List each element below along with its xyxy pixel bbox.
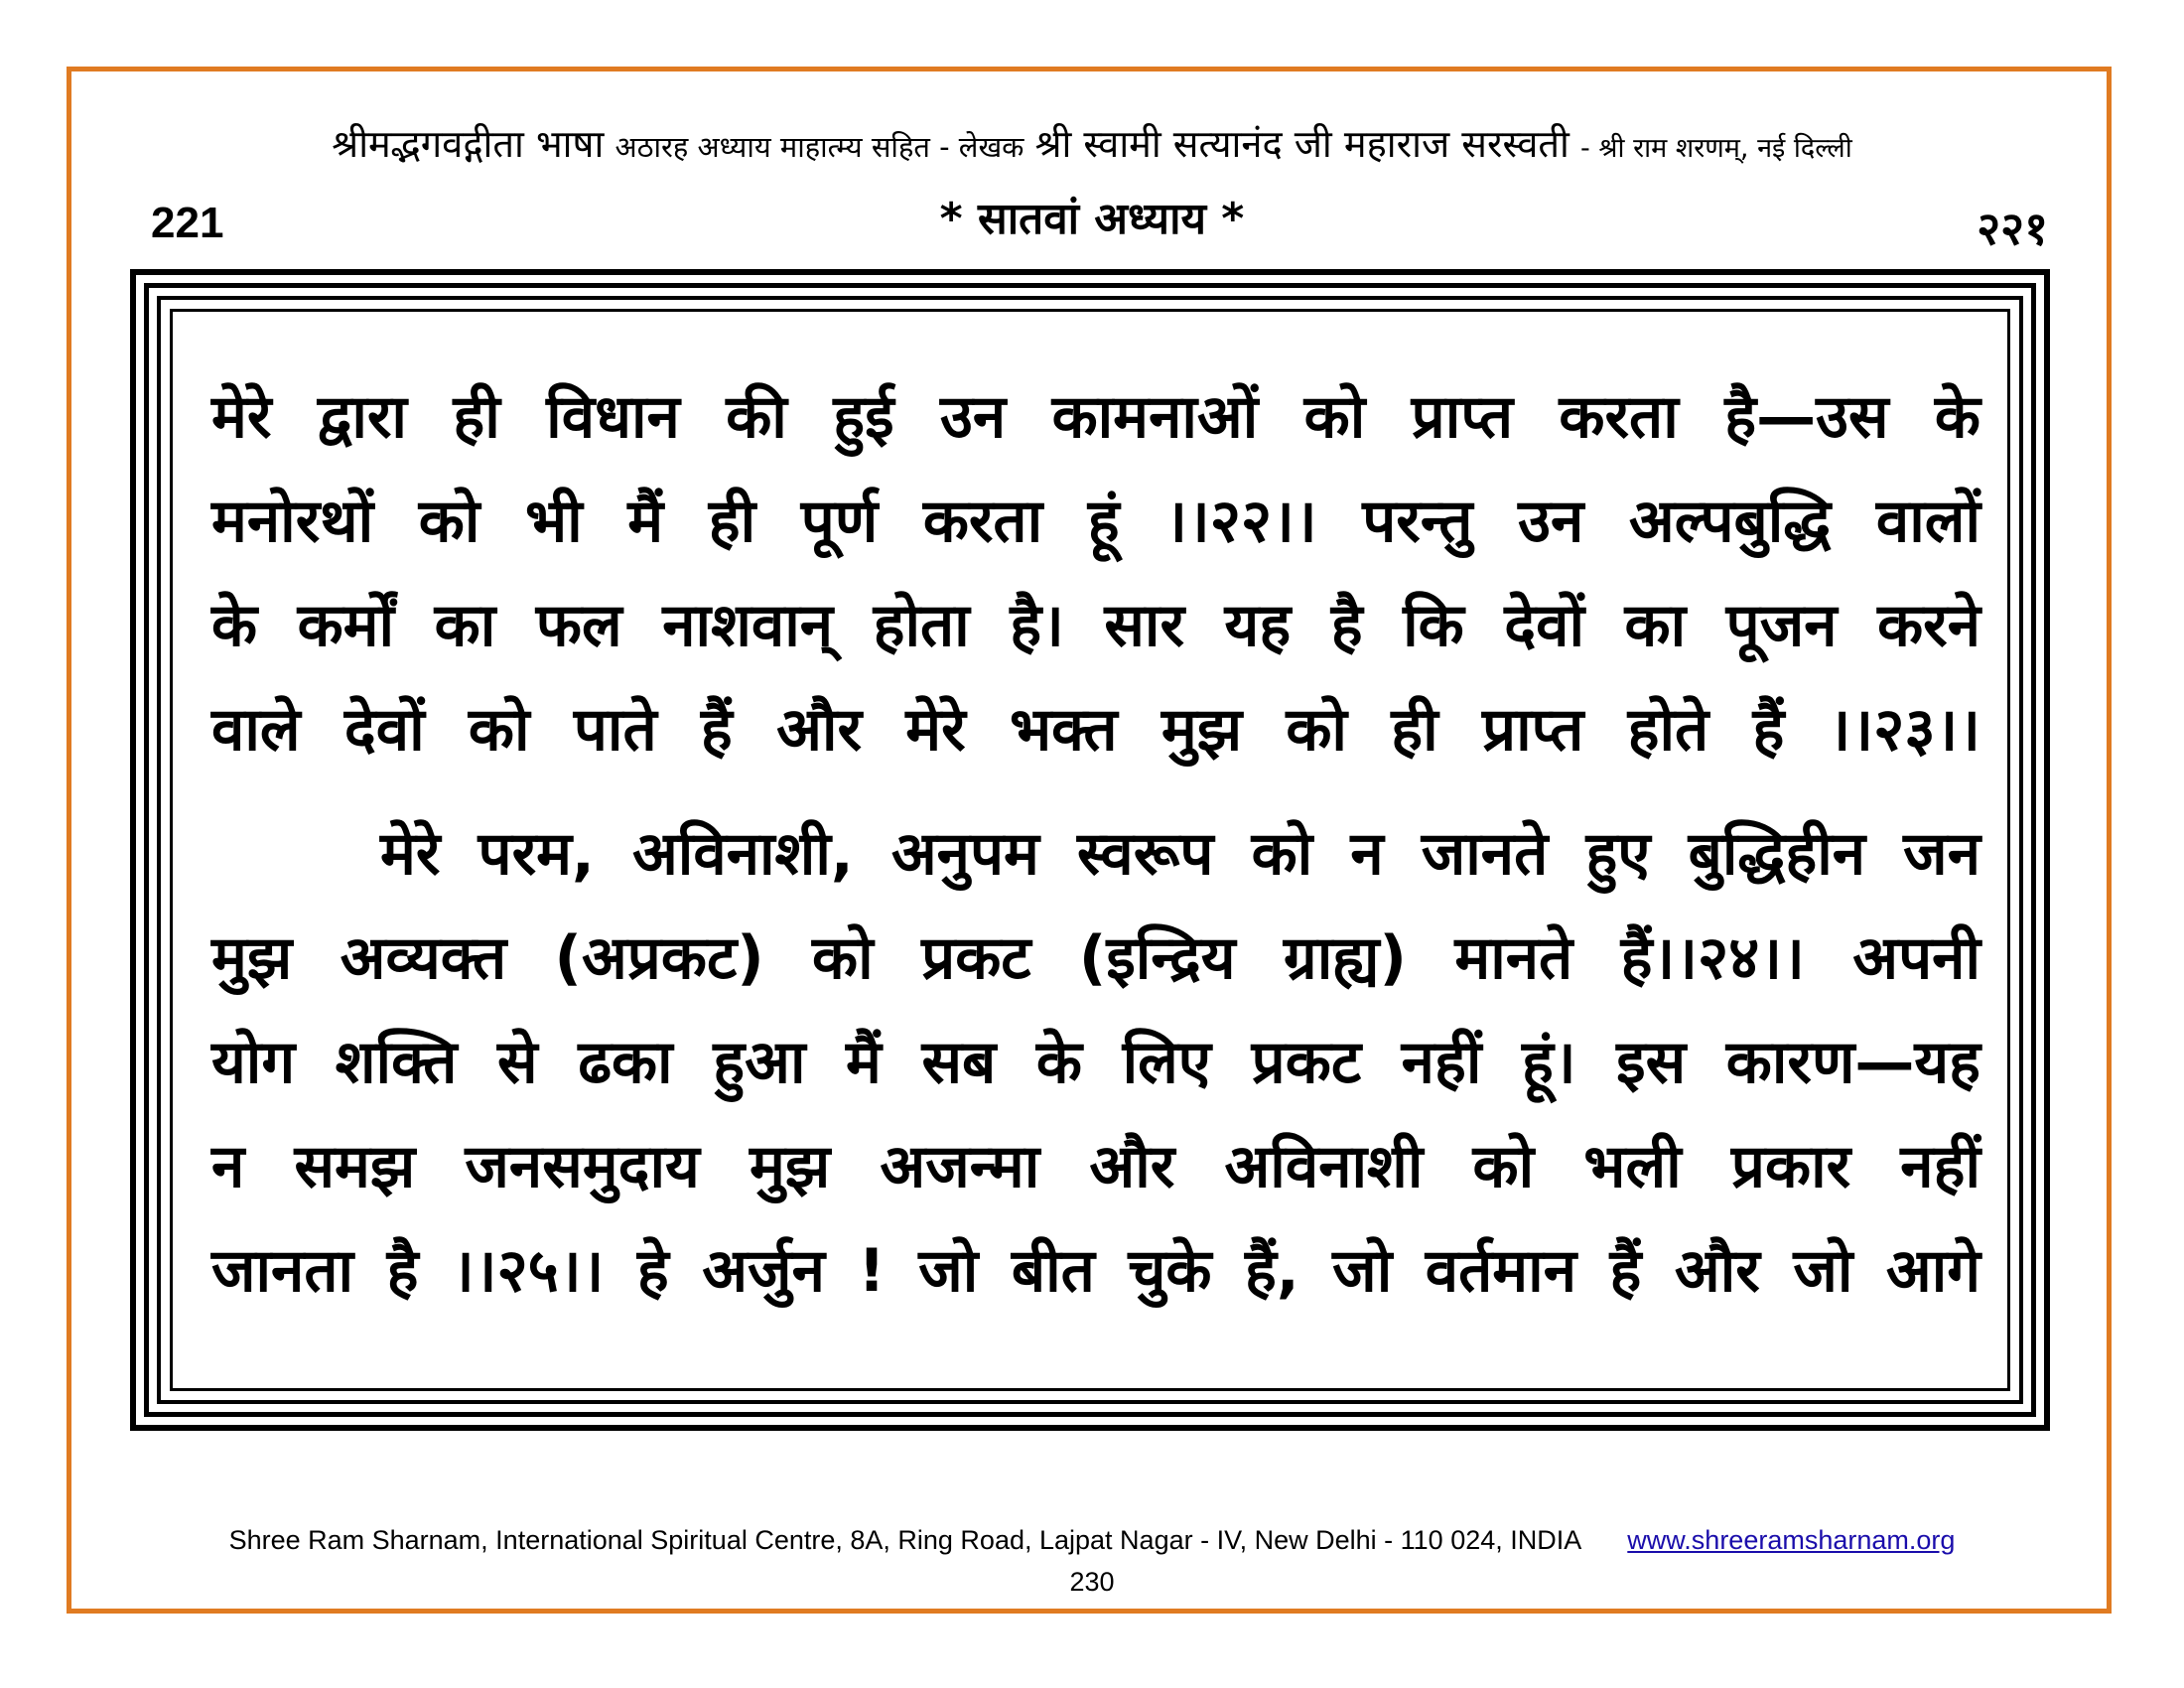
text-line: मेरे परम, अविनाशी, अनुपम स्वरूप को न जानते हुए बुद्धिहीन जन [380,819,1980,889]
page-header [0,117,2184,169]
author-name: श्री स्वामी सत्यानंद जी महाराज सरस्वती [1034,122,1570,166]
text-line: मेरे द्वारा ही विधान की हुई उन कामनाओं को प्राप्त करता है—उस के [211,382,1980,452]
paragraph-1 [211,365,1980,782]
book-subtitle: अठारह अध्याय माहात्म्य सहित - लेखक [614,130,1024,164]
text-line: योग शक्ति से ढका हुआ मैं सब के लिए प्रकट नहीं हूं। इस कारण—यह [211,1028,1980,1097]
page-footer [0,1525,2184,1556]
text-line: के कर्मों का फल नाशवान् होता है। सार यह है कि देवों का पूजन करने [211,591,1980,660]
page-number-hindi: २२१ [1977,202,2048,255]
footer-page-number: 230 [1069,1567,1115,1597]
publisher: - श्री राम शरणम्, नई दिल्ली [1580,133,1852,164]
text-line: न समझ जनसमुदाय मुझ अजन्मा और अविनाशी को भली प्रकार नहीं [211,1132,1980,1201]
footer-address: Shree Ram Sharnam, International Spiritual Centre, 8A, Ring Road, Lajpat Nagar - IV, New Delhi - 110 024, INDIA [228,1525,1580,1555]
website-link[interactable]: www.shreeramsharnam.org [1627,1525,1956,1555]
text-line: जानता है ।।२५।। हे अर्जुन ! जो बीत चुके हैं, जो वर्तमान हैं और जो आगे [211,1236,1980,1306]
text-line: मनोरथों को भी मैं ही पूर्ण करता हूं ।।२२।। परन्तु उन अल्पबुद्धि वालों [211,487,1980,556]
paragraph-2 [211,802,1980,1324]
text-line: मुझ अव्यक्त (अप्रकट) को प्रकट (इन्द्रिय ग्राह्य) मानते हैं।।२४।। अपनी [211,923,1980,993]
text-line: वाले देवों को पाते हैं और मेरे भक्त मुझ को ही प्राप्त होते हैं ।।२३।। [211,695,1980,765]
page-number-english: 221 [151,199,224,247]
book-title: श्रीमद्भगवद्गीता भाषा [332,122,605,166]
scripture-text [211,365,1980,1324]
chapter-title: * सातवां अध्याय * [939,194,1245,244]
